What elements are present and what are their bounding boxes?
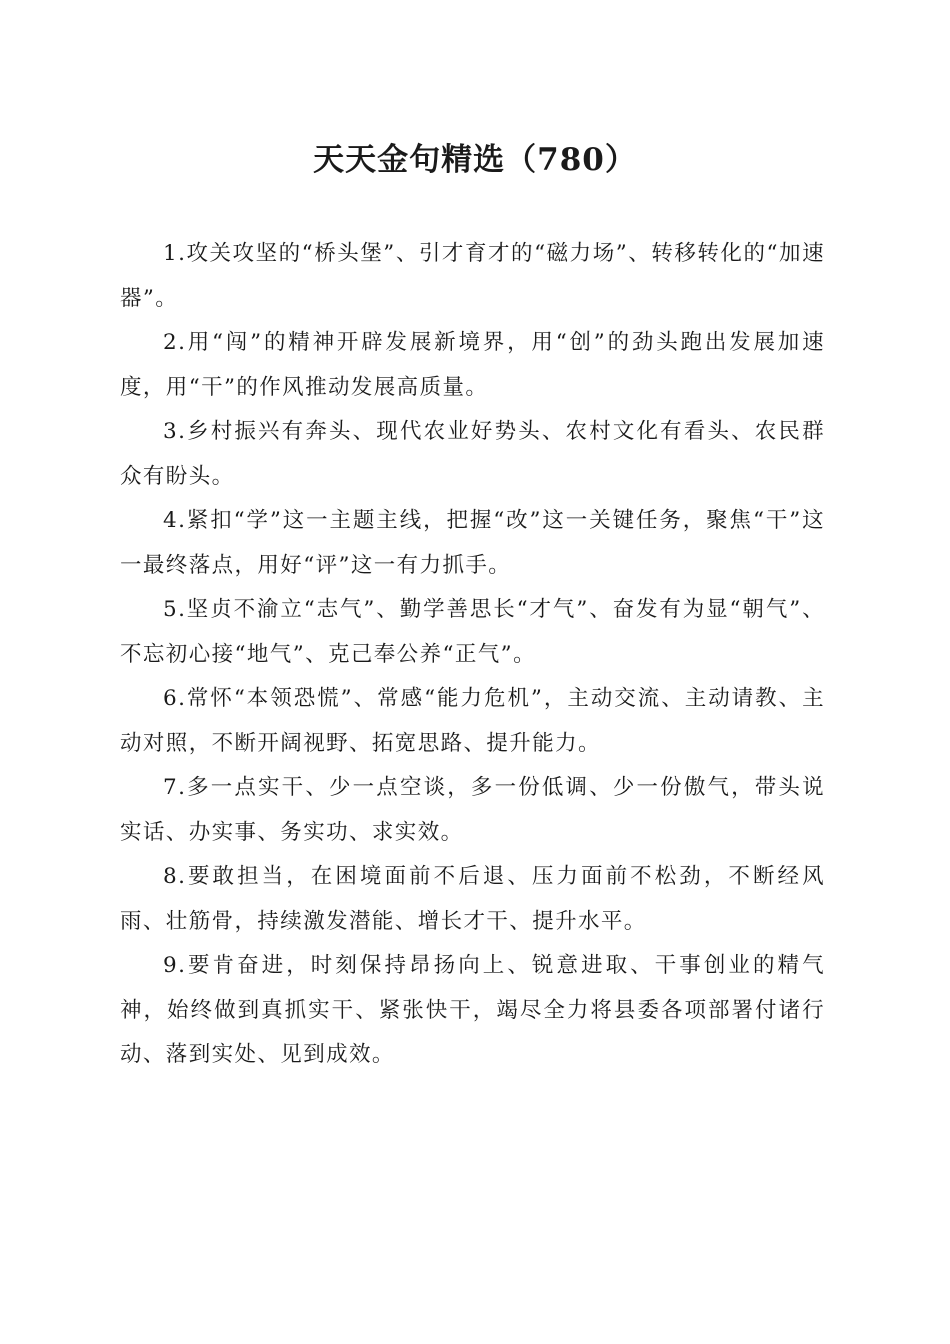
quote-item: 7.多一点实干、少一点空谈，多一份低调、少一份傲气，带头说实话、办实事、务实功、求实效。 (120, 775, 825, 845)
quote-item: 2.用“闯”的精神开辟发展新境界，用“创”的劲头跑出发展加速度，用“干”的作风推动发展高质量。 (120, 330, 825, 400)
quote-item: 5.坚贞不渝立“志气”、勤学善思长“才气”、奋发有为显“朝气”、不忘初心接“地气”、克己奉公养“正气”。 (120, 597, 825, 667)
quote-list (120, 232, 825, 1078)
quote-item: 6.常怀“本领恐慌”、常感“能力危机”，主动交流、主动请教、主动对照，不断开阔视野、拓宽思路、提升能力。 (120, 686, 825, 756)
page-title: 天天金句精选（780） (313, 142, 637, 178)
quote-item: 9.要肯奋进，时刻保持昂扬向上、锐意进取、干事创业的精气神，始终做到真抓实干、紧张快干，竭尽全力将县委各项部署付诸行动、落到实处、见到成效。 (120, 953, 825, 1067)
quote-item: 3.乡村振兴有奔头、现代农业好势头、农村文化有看头、农民群众有盼头。 (120, 419, 825, 489)
quote-item: 4.紧扣“学”这一主题主线，把握“改”这一关键任务，聚焦“干”这一最终落点，用好“评”这一有力抓手。 (120, 508, 825, 578)
quote-item: 8.要敢担当，在困境面前不后退、压力面前不松劲，不断经风雨、壮筋骨，持续激发潜能、增长才干、提升水平。 (120, 864, 825, 934)
quote-item: 1.攻关攻坚的“桥头堡”、引才育才的“磁力场”、转移转化的“加速器”。 (120, 241, 825, 311)
